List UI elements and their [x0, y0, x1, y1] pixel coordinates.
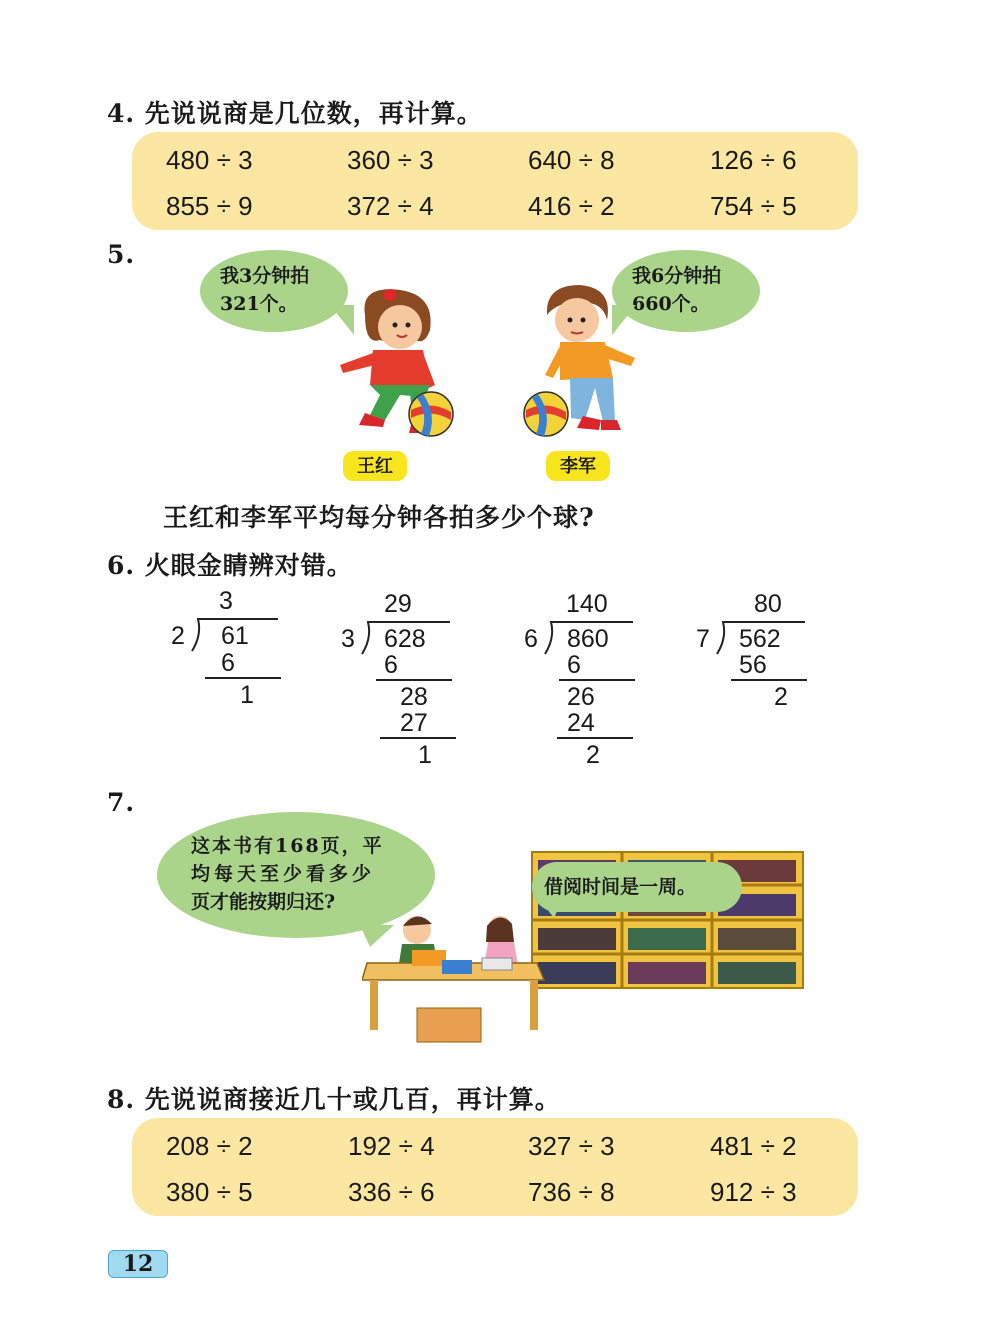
q8-panel — [132, 1118, 858, 1216]
step-value: 56 — [739, 651, 767, 679]
q8-equation: 192 ÷ 4 — [348, 1131, 435, 1161]
division-line — [731, 679, 807, 681]
step-value: 6 — [384, 651, 398, 679]
step-value: 28 — [400, 683, 428, 711]
remainder: 1 — [418, 741, 432, 769]
q8-equation: 481 ÷ 2 — [710, 1131, 797, 1161]
q4-equation: 754 ÷ 5 — [710, 191, 797, 221]
ball-right — [522, 390, 570, 438]
dividend: 61 — [221, 622, 249, 650]
ball-left — [407, 390, 455, 438]
division-line — [205, 677, 281, 679]
remainder: 2 — [586, 741, 600, 769]
bubble-line: 页才能按期归还? — [191, 891, 336, 913]
q8-equation: 736 ÷ 8 — [528, 1177, 615, 1207]
page-number: 12 — [108, 1250, 168, 1278]
q6-title: 6. 火眼金睛辨对错。 — [107, 551, 353, 580]
name-tag-lijun: 李军 — [546, 451, 610, 481]
step-value: 26 — [567, 683, 595, 711]
q8-equation: 912 ÷ 3 — [710, 1177, 797, 1207]
reading-table-illustration — [362, 908, 547, 1048]
divisor: 6 — [524, 625, 538, 653]
quotient: 80 — [754, 590, 782, 618]
q5-number: 5. — [107, 240, 136, 269]
q8-equation: 380 ÷ 5 — [166, 1177, 253, 1207]
dividend: 860 — [567, 625, 609, 653]
bubble-line: 这本书有168页，平 — [191, 835, 384, 857]
step-value: 6 — [567, 651, 581, 679]
quotient: 140 — [566, 590, 608, 618]
q5-question: 王红和李军平均每分钟各拍多少个球? — [163, 503, 595, 532]
dividend: 562 — [739, 625, 781, 653]
speech-bubble-borrow — [532, 862, 742, 912]
q4-equation: 372 ÷ 4 — [347, 191, 434, 221]
step-value: 27 — [400, 709, 428, 737]
dividend: 628 — [384, 625, 426, 653]
q4-equation: 640 ÷ 8 — [528, 145, 615, 175]
quotient: 3 — [219, 587, 233, 615]
q8-title: 8. 先说说商接近几十或几百，再计算。 — [107, 1085, 561, 1114]
q8-equation: 336 ÷ 6 — [348, 1177, 435, 1207]
divisor: 7 — [696, 625, 710, 653]
division-line — [380, 737, 456, 739]
q4-equation: 855 ÷ 9 — [166, 191, 253, 221]
q8-equation: 208 ÷ 2 — [166, 1131, 253, 1161]
quotient: 29 — [384, 590, 412, 618]
bubble-line: 我6分钟拍 — [632, 265, 722, 287]
remainder: 1 — [240, 681, 254, 709]
bubble-line: 660个。 — [632, 293, 710, 315]
bubble-line: 均每天至少看多少 — [191, 863, 376, 885]
division-line — [557, 737, 633, 739]
q4-title: 4. 先说说商是几位数，再计算。 — [107, 99, 483, 128]
step-value: 24 — [567, 709, 595, 737]
q8-equation: 327 ÷ 3 — [528, 1131, 615, 1161]
divisor: 3 — [341, 625, 355, 653]
q4-equation: 480 ÷ 3 — [166, 145, 253, 175]
remainder: 2 — [774, 683, 788, 711]
bubble-line: 我3分钟拍 — [220, 265, 310, 287]
step-value: 6 — [221, 649, 235, 677]
division-line — [376, 679, 452, 681]
q7-number: 7. — [107, 788, 136, 817]
q4-equation: 416 ÷ 2 — [528, 191, 615, 221]
name-tag-wanghong: 王红 — [343, 451, 407, 481]
q4-equation: 360 ÷ 3 — [347, 145, 434, 175]
bubble-line: 321个。 — [220, 293, 298, 315]
bubble-text: 借阅时间是一周。 — [544, 876, 697, 898]
division-line — [559, 679, 635, 681]
q4-equation: 126 ÷ 6 — [710, 145, 797, 175]
q4-panel — [132, 132, 858, 230]
divisor: 2 — [171, 622, 185, 650]
